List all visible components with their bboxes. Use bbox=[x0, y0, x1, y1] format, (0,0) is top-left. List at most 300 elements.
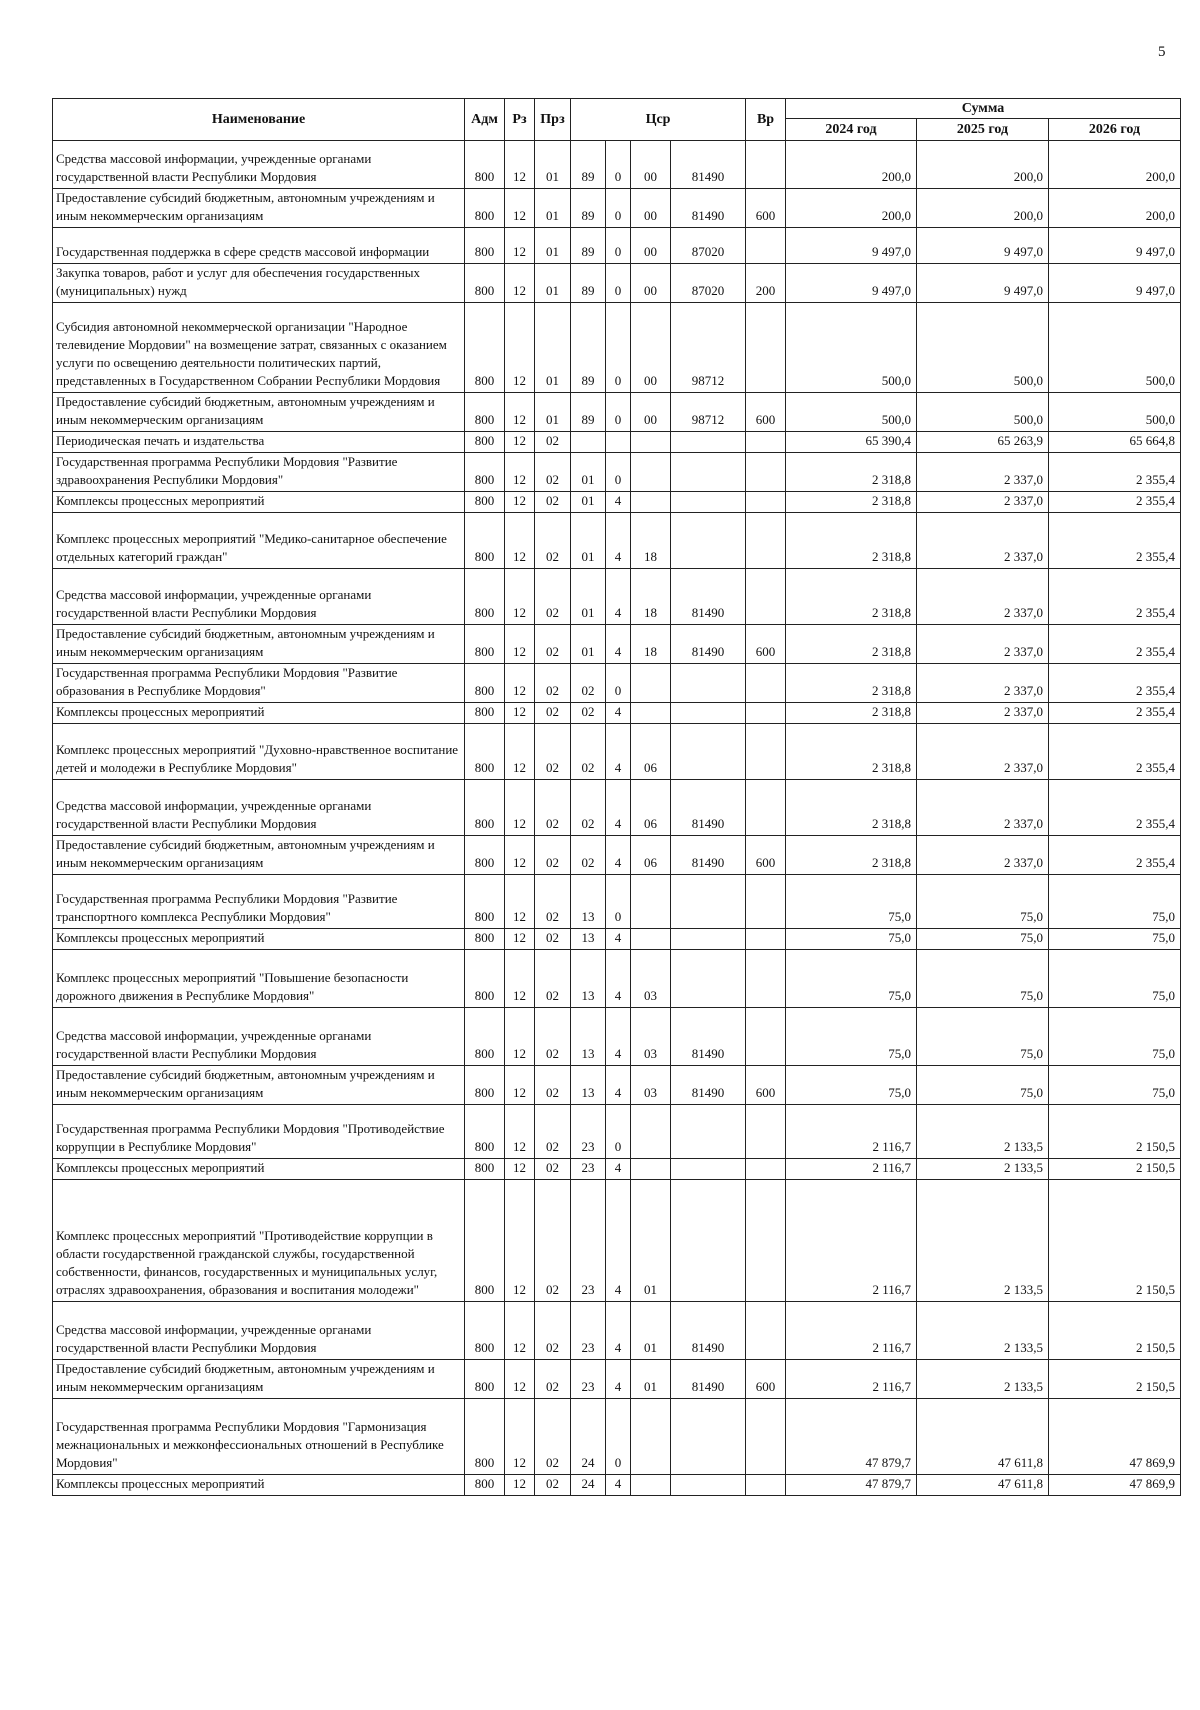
row-csr-4: 98712 bbox=[671, 393, 746, 432]
row-csr-3 bbox=[631, 1105, 671, 1159]
row-rz: 12 bbox=[505, 432, 535, 453]
table-row bbox=[53, 141, 1181, 189]
row-sum-2026: 200,0 bbox=[1049, 141, 1181, 189]
row-csr-2: 0 bbox=[606, 875, 631, 929]
row-prz: 02 bbox=[535, 569, 571, 625]
row-sum-2026: 2 355,4 bbox=[1049, 780, 1181, 836]
row-rz: 12 bbox=[505, 780, 535, 836]
row-sum-2026: 65 664,8 bbox=[1049, 432, 1181, 453]
row-sum-2026: 75,0 bbox=[1049, 950, 1181, 1008]
row-csr-1: 24 bbox=[571, 1475, 606, 1496]
row-vr bbox=[746, 1008, 786, 1066]
row-rz: 12 bbox=[505, 664, 535, 703]
row-csr-2: 4 bbox=[606, 1475, 631, 1496]
row-csr-3: 03 bbox=[631, 950, 671, 1008]
table-row bbox=[53, 1302, 1181, 1360]
row-sum-2026: 2 150,5 bbox=[1049, 1105, 1181, 1159]
row-name: Государственная программа Республики Мордовия "Развитие образования в Республике Мордовия" bbox=[53, 664, 465, 703]
row-adm: 800 bbox=[465, 1159, 505, 1180]
row-prz: 02 bbox=[535, 664, 571, 703]
row-sum-2026: 2 355,4 bbox=[1049, 513, 1181, 569]
row-sum-2025: 65 263,9 bbox=[917, 432, 1049, 453]
row-sum-2026: 75,0 bbox=[1049, 1066, 1181, 1105]
row-csr-3: 00 bbox=[631, 264, 671, 303]
row-sum-2025: 2 337,0 bbox=[917, 780, 1049, 836]
row-csr-1: 02 bbox=[571, 780, 606, 836]
row-vr bbox=[746, 303, 786, 393]
row-sum-2026: 2 150,5 bbox=[1049, 1360, 1181, 1399]
row-name: Государственная программа Республики Мордовия "Развитие транспортного комплекса Республики Мордовия" bbox=[53, 875, 465, 929]
table-row bbox=[53, 432, 1181, 453]
row-rz: 12 bbox=[505, 569, 535, 625]
header-prz: Прз bbox=[535, 99, 571, 141]
header-csr: Цср bbox=[571, 99, 746, 141]
row-sum-2024: 47 879,7 bbox=[786, 1399, 917, 1475]
row-csr-3: 18 bbox=[631, 569, 671, 625]
row-sum-2025: 2 337,0 bbox=[917, 569, 1049, 625]
row-prz: 01 bbox=[535, 303, 571, 393]
row-vr bbox=[746, 780, 786, 836]
row-name: Комплексы процессных мероприятий bbox=[53, 1159, 465, 1180]
row-csr-4: 81490 bbox=[671, 1302, 746, 1360]
row-prz: 02 bbox=[535, 513, 571, 569]
row-adm: 800 bbox=[465, 1008, 505, 1066]
row-prz: 02 bbox=[535, 703, 571, 724]
row-adm: 800 bbox=[465, 780, 505, 836]
row-vr bbox=[746, 875, 786, 929]
row-prz: 02 bbox=[535, 1066, 571, 1105]
row-sum-2025: 47 611,8 bbox=[917, 1399, 1049, 1475]
row-csr-4 bbox=[671, 929, 746, 950]
row-prz: 02 bbox=[535, 1105, 571, 1159]
row-sum-2026: 2 355,4 bbox=[1049, 836, 1181, 875]
row-csr-2: 0 bbox=[606, 453, 631, 492]
row-prz: 01 bbox=[535, 264, 571, 303]
row-vr bbox=[746, 141, 786, 189]
row-csr-2: 0 bbox=[606, 393, 631, 432]
row-csr-3: 00 bbox=[631, 141, 671, 189]
row-sum-2024: 2 116,7 bbox=[786, 1159, 917, 1180]
row-sum-2026: 2 150,5 bbox=[1049, 1159, 1181, 1180]
row-vr bbox=[746, 1105, 786, 1159]
row-csr-2: 4 bbox=[606, 1360, 631, 1399]
row-csr-2: 4 bbox=[606, 625, 631, 664]
row-prz: 02 bbox=[535, 432, 571, 453]
row-csr-4 bbox=[671, 432, 746, 453]
table-row bbox=[53, 1180, 1181, 1302]
row-sum-2026: 2 355,4 bbox=[1049, 703, 1181, 724]
row-adm: 800 bbox=[465, 664, 505, 703]
row-adm: 800 bbox=[465, 492, 505, 513]
row-sum-2025: 2 337,0 bbox=[917, 513, 1049, 569]
row-csr-1: 89 bbox=[571, 264, 606, 303]
row-vr bbox=[746, 1399, 786, 1475]
row-sum-2024: 75,0 bbox=[786, 950, 917, 1008]
row-name: Комплексы процессных мероприятий bbox=[53, 929, 465, 950]
row-sum-2025: 500,0 bbox=[917, 303, 1049, 393]
header-rz: Рз bbox=[505, 99, 535, 141]
row-rz: 12 bbox=[505, 264, 535, 303]
row-vr: 600 bbox=[746, 393, 786, 432]
row-csr-3 bbox=[631, 453, 671, 492]
row-name: Средства массовой информации, учрежденные органами государственной власти Республики Мордовия bbox=[53, 569, 465, 625]
row-adm: 800 bbox=[465, 1180, 505, 1302]
row-csr-4: 81490 bbox=[671, 780, 746, 836]
row-sum-2024: 500,0 bbox=[786, 393, 917, 432]
row-adm: 800 bbox=[465, 625, 505, 664]
row-csr-2: 0 bbox=[606, 264, 631, 303]
row-csr-2 bbox=[606, 432, 631, 453]
row-csr-4 bbox=[671, 950, 746, 1008]
row-sum-2024: 75,0 bbox=[786, 1066, 917, 1105]
header-year-2025: 2025 год bbox=[917, 119, 1049, 141]
row-vr bbox=[746, 724, 786, 780]
row-csr-3 bbox=[631, 1475, 671, 1496]
row-sum-2024: 2 318,8 bbox=[786, 664, 917, 703]
row-csr-3: 01 bbox=[631, 1360, 671, 1399]
row-vr bbox=[746, 228, 786, 264]
row-csr-4: 81490 bbox=[671, 836, 746, 875]
row-sum-2026: 2 150,5 bbox=[1049, 1302, 1181, 1360]
row-adm: 800 bbox=[465, 703, 505, 724]
table-row bbox=[53, 929, 1181, 950]
row-rz: 12 bbox=[505, 303, 535, 393]
row-sum-2024: 2 318,8 bbox=[786, 724, 917, 780]
row-csr-4 bbox=[671, 492, 746, 513]
row-name: Государственная программа Республики Мордовия "Развитие здравоохранения Республики Мордовия" bbox=[53, 453, 465, 492]
table-row bbox=[53, 950, 1181, 1008]
row-rz: 12 bbox=[505, 1180, 535, 1302]
row-csr-2: 0 bbox=[606, 228, 631, 264]
row-vr bbox=[746, 432, 786, 453]
table-row bbox=[53, 703, 1181, 724]
row-csr-3 bbox=[631, 1159, 671, 1180]
row-vr: 200 bbox=[746, 264, 786, 303]
row-prz: 02 bbox=[535, 625, 571, 664]
header-name: Наименование bbox=[53, 99, 465, 141]
row-name: Комплексы процессных мероприятий bbox=[53, 703, 465, 724]
row-sum-2024: 500,0 bbox=[786, 303, 917, 393]
row-rz: 12 bbox=[505, 1399, 535, 1475]
row-adm: 800 bbox=[465, 264, 505, 303]
row-name: Государственная поддержка в сфере средств массовой информации bbox=[53, 228, 465, 264]
row-name: Субсидия автономной некоммерческой организации "Народное телевидение Мордовии" на возмещение затрат, связанных с оказанием услуги по освещению деятельности политических партий, представленных в Государственном Собрании Республики Мордовия bbox=[53, 303, 465, 393]
row-csr-2: 4 bbox=[606, 492, 631, 513]
row-prz: 01 bbox=[535, 393, 571, 432]
row-sum-2026: 9 497,0 bbox=[1049, 228, 1181, 264]
row-csr-1: 01 bbox=[571, 453, 606, 492]
row-adm: 800 bbox=[465, 228, 505, 264]
row-name: Предоставление субсидий бюджетным, автономным учреждениям и иным некоммерческим организациям bbox=[53, 189, 465, 228]
row-csr-4: 81490 bbox=[671, 1066, 746, 1105]
row-sum-2026: 47 869,9 bbox=[1049, 1475, 1181, 1496]
row-vr: 600 bbox=[746, 836, 786, 875]
row-sum-2025: 75,0 bbox=[917, 950, 1049, 1008]
row-rz: 12 bbox=[505, 703, 535, 724]
row-csr-2: 4 bbox=[606, 513, 631, 569]
row-csr-3: 18 bbox=[631, 625, 671, 664]
row-prz: 02 bbox=[535, 1180, 571, 1302]
table-row bbox=[53, 780, 1181, 836]
table-row bbox=[53, 664, 1181, 703]
row-csr-3: 06 bbox=[631, 780, 671, 836]
table-row bbox=[53, 836, 1181, 875]
row-csr-4 bbox=[671, 1475, 746, 1496]
row-sum-2025: 75,0 bbox=[917, 1008, 1049, 1066]
row-name: Комплекс процессных мероприятий "Духовно-нравственное воспитание детей и молодежи в Республике Мордовия" bbox=[53, 724, 465, 780]
row-sum-2025: 2 337,0 bbox=[917, 836, 1049, 875]
row-prz: 02 bbox=[535, 950, 571, 1008]
row-adm: 800 bbox=[465, 393, 505, 432]
row-name: Комплексы процессных мероприятий bbox=[53, 492, 465, 513]
row-csr-1: 89 bbox=[571, 393, 606, 432]
table-row bbox=[53, 228, 1181, 264]
row-csr-1 bbox=[571, 432, 606, 453]
row-csr-2: 0 bbox=[606, 1105, 631, 1159]
row-prz: 01 bbox=[535, 189, 571, 228]
row-csr-4 bbox=[671, 513, 746, 569]
row-csr-4 bbox=[671, 453, 746, 492]
row-csr-4 bbox=[671, 1180, 746, 1302]
row-name: Комплекс процессных мероприятий "Медико-санитарное обеспечение отдельных категорий граждан" bbox=[53, 513, 465, 569]
row-csr-4: 87020 bbox=[671, 228, 746, 264]
row-csr-1: 02 bbox=[571, 836, 606, 875]
row-rz: 12 bbox=[505, 836, 535, 875]
row-adm: 800 bbox=[465, 1105, 505, 1159]
row-adm: 800 bbox=[465, 724, 505, 780]
row-sum-2025: 9 497,0 bbox=[917, 264, 1049, 303]
row-rz: 12 bbox=[505, 141, 535, 189]
row-adm: 800 bbox=[465, 1399, 505, 1475]
row-name: Закупка товаров, работ и услуг для обеспечения государственных (муниципальных) нужд bbox=[53, 264, 465, 303]
row-sum-2024: 2 116,7 bbox=[786, 1302, 917, 1360]
row-csr-4 bbox=[671, 1159, 746, 1180]
header-sum: Сумма bbox=[786, 99, 1181, 119]
table-row bbox=[53, 1066, 1181, 1105]
row-prz: 02 bbox=[535, 1159, 571, 1180]
table-row bbox=[53, 1399, 1181, 1475]
row-sum-2026: 2 355,4 bbox=[1049, 664, 1181, 703]
row-adm: 800 bbox=[465, 1475, 505, 1496]
row-csr-2: 4 bbox=[606, 1302, 631, 1360]
row-sum-2026: 2 150,5 bbox=[1049, 1180, 1181, 1302]
row-sum-2025: 2 337,0 bbox=[917, 703, 1049, 724]
row-vr bbox=[746, 1180, 786, 1302]
row-sum-2024: 9 497,0 bbox=[786, 264, 917, 303]
table-row bbox=[53, 189, 1181, 228]
row-csr-2: 4 bbox=[606, 1066, 631, 1105]
row-csr-2: 4 bbox=[606, 1008, 631, 1066]
row-prz: 02 bbox=[535, 492, 571, 513]
row-csr-2: 4 bbox=[606, 950, 631, 1008]
row-sum-2025: 75,0 bbox=[917, 875, 1049, 929]
row-adm: 800 bbox=[465, 303, 505, 393]
row-sum-2025: 2 337,0 bbox=[917, 625, 1049, 664]
row-sum-2026: 2 355,4 bbox=[1049, 724, 1181, 780]
row-csr-1: 13 bbox=[571, 1066, 606, 1105]
row-sum-2025: 75,0 bbox=[917, 929, 1049, 950]
row-csr-1: 23 bbox=[571, 1180, 606, 1302]
row-csr-3: 06 bbox=[631, 724, 671, 780]
table-row bbox=[53, 303, 1181, 393]
row-prz: 01 bbox=[535, 141, 571, 189]
row-adm: 800 bbox=[465, 1066, 505, 1105]
row-prz: 02 bbox=[535, 453, 571, 492]
row-prz: 02 bbox=[535, 780, 571, 836]
row-vr bbox=[746, 492, 786, 513]
row-vr bbox=[746, 513, 786, 569]
row-csr-1: 01 bbox=[571, 569, 606, 625]
row-csr-1: 01 bbox=[571, 492, 606, 513]
row-csr-2: 4 bbox=[606, 929, 631, 950]
row-csr-1: 89 bbox=[571, 141, 606, 189]
page-number: 5 bbox=[1158, 44, 1166, 60]
row-sum-2025: 47 611,8 bbox=[917, 1475, 1049, 1496]
row-vr: 600 bbox=[746, 1066, 786, 1105]
row-csr-1: 23 bbox=[571, 1360, 606, 1399]
row-name: Государственная программа Республики Мордовия "Гармонизация межнациональных и межконфессиональных отношений в Республике Мордовия" bbox=[53, 1399, 465, 1475]
row-csr-4: 81490 bbox=[671, 569, 746, 625]
row-name: Предоставление субсидий бюджетным, автономным учреждениям и иным некоммерческим организациям bbox=[53, 625, 465, 664]
row-sum-2024: 2 116,7 bbox=[786, 1180, 917, 1302]
row-csr-3: 01 bbox=[631, 1302, 671, 1360]
row-csr-3: 00 bbox=[631, 303, 671, 393]
row-adm: 800 bbox=[465, 1302, 505, 1360]
row-rz: 12 bbox=[505, 1475, 535, 1496]
row-sum-2025: 2 133,5 bbox=[917, 1105, 1049, 1159]
row-sum-2025: 200,0 bbox=[917, 141, 1049, 189]
row-prz: 02 bbox=[535, 724, 571, 780]
header-vr: Вр bbox=[746, 99, 786, 141]
row-sum-2024: 2 318,8 bbox=[786, 703, 917, 724]
row-csr-2: 0 bbox=[606, 303, 631, 393]
row-sum-2024: 2 318,8 bbox=[786, 780, 917, 836]
row-rz: 12 bbox=[505, 393, 535, 432]
row-vr bbox=[746, 453, 786, 492]
row-name: Периодическая печать и издательства bbox=[53, 432, 465, 453]
row-sum-2025: 2 337,0 bbox=[917, 492, 1049, 513]
row-sum-2024: 75,0 bbox=[786, 929, 917, 950]
row-csr-1: 23 bbox=[571, 1105, 606, 1159]
row-csr-1: 89 bbox=[571, 228, 606, 264]
table-row bbox=[53, 264, 1181, 303]
row-csr-3: 00 bbox=[631, 189, 671, 228]
row-sum-2026: 2 355,4 bbox=[1049, 453, 1181, 492]
row-sum-2026: 75,0 bbox=[1049, 875, 1181, 929]
row-name: Предоставление субсидий бюджетным, автономным учреждениям и иным некоммерческим организациям bbox=[53, 1360, 465, 1399]
row-name: Комплекс процессных мероприятий "Повышение безопасности дорожного движения в Республике Мордовия" bbox=[53, 950, 465, 1008]
table-body bbox=[53, 141, 1181, 1496]
row-rz: 12 bbox=[505, 625, 535, 664]
row-csr-3 bbox=[631, 929, 671, 950]
table-row bbox=[53, 513, 1181, 569]
row-sum-2026: 75,0 bbox=[1049, 929, 1181, 950]
row-csr-1: 02 bbox=[571, 703, 606, 724]
row-csr-1: 01 bbox=[571, 513, 606, 569]
row-csr-3: 00 bbox=[631, 393, 671, 432]
row-sum-2024: 75,0 bbox=[786, 875, 917, 929]
row-csr-1: 13 bbox=[571, 875, 606, 929]
row-csr-4: 81490 bbox=[671, 189, 746, 228]
row-csr-2: 0 bbox=[606, 1399, 631, 1475]
row-sum-2026: 500,0 bbox=[1049, 303, 1181, 393]
row-name: Комплексы процессных мероприятий bbox=[53, 1475, 465, 1496]
row-csr-2: 4 bbox=[606, 1180, 631, 1302]
table-row bbox=[53, 1475, 1181, 1496]
row-csr-4 bbox=[671, 1399, 746, 1475]
row-name: Комплекс процессных мероприятий "Противодействие коррупции в области государственной гражданской службы, государственной собственности, финансов, государственных и муниципальных услуг, отраслях здравоохранения, образования и воспитания молодежи" bbox=[53, 1180, 465, 1302]
row-csr-3: 06 bbox=[631, 836, 671, 875]
row-rz: 12 bbox=[505, 189, 535, 228]
row-csr-1: 02 bbox=[571, 724, 606, 780]
row-sum-2025: 2 133,5 bbox=[917, 1360, 1049, 1399]
row-csr-2: 0 bbox=[606, 141, 631, 189]
row-sum-2024: 2 318,8 bbox=[786, 625, 917, 664]
row-adm: 800 bbox=[465, 950, 505, 1008]
row-csr-1: 89 bbox=[571, 303, 606, 393]
row-sum-2024: 2 318,8 bbox=[786, 836, 917, 875]
row-adm: 800 bbox=[465, 836, 505, 875]
row-csr-4 bbox=[671, 724, 746, 780]
row-vr: 600 bbox=[746, 189, 786, 228]
row-prz: 02 bbox=[535, 1399, 571, 1475]
row-sum-2024: 2 116,7 bbox=[786, 1105, 917, 1159]
row-vr bbox=[746, 1475, 786, 1496]
row-rz: 12 bbox=[505, 875, 535, 929]
table-row bbox=[53, 1105, 1181, 1159]
row-name: Государственная программа Республики Мордовия "Противодействие коррупции в Республике Мордовия" bbox=[53, 1105, 465, 1159]
row-csr-2: 4 bbox=[606, 724, 631, 780]
row-sum-2026: 500,0 bbox=[1049, 393, 1181, 432]
row-csr-1: 02 bbox=[571, 664, 606, 703]
row-sum-2024: 200,0 bbox=[786, 189, 917, 228]
row-prz: 02 bbox=[535, 1360, 571, 1399]
row-prz: 02 bbox=[535, 875, 571, 929]
row-vr: 600 bbox=[746, 1360, 786, 1399]
row-rz: 12 bbox=[505, 1066, 535, 1105]
header-year-2024: 2024 год bbox=[786, 119, 917, 141]
row-csr-3 bbox=[631, 703, 671, 724]
row-prz: 02 bbox=[535, 1008, 571, 1066]
row-csr-3 bbox=[631, 432, 671, 453]
row-vr bbox=[746, 664, 786, 703]
row-csr-1: 23 bbox=[571, 1302, 606, 1360]
row-csr-2: 4 bbox=[606, 1159, 631, 1180]
row-sum-2026: 9 497,0 bbox=[1049, 264, 1181, 303]
table-row bbox=[53, 393, 1181, 432]
row-rz: 12 bbox=[505, 1105, 535, 1159]
row-name: Предоставление субсидий бюджетным, автономным учреждениям и иным некоммерческим организациям bbox=[53, 1066, 465, 1105]
row-csr-1: 24 bbox=[571, 1399, 606, 1475]
row-vr bbox=[746, 929, 786, 950]
row-sum-2025: 200,0 bbox=[917, 189, 1049, 228]
header-adm: Адм bbox=[465, 99, 505, 141]
row-csr-4 bbox=[671, 703, 746, 724]
row-sum-2024: 2 318,8 bbox=[786, 492, 917, 513]
row-csr-1: 13 bbox=[571, 1008, 606, 1066]
row-vr bbox=[746, 950, 786, 1008]
row-sum-2026: 2 355,4 bbox=[1049, 492, 1181, 513]
row-adm: 800 bbox=[465, 432, 505, 453]
row-csr-1: 01 bbox=[571, 625, 606, 664]
row-sum-2025: 9 497,0 bbox=[917, 228, 1049, 264]
row-sum-2024: 65 390,4 bbox=[786, 432, 917, 453]
table-row bbox=[53, 1159, 1181, 1180]
row-vr bbox=[746, 1302, 786, 1360]
row-rz: 12 bbox=[505, 453, 535, 492]
row-prz: 02 bbox=[535, 836, 571, 875]
row-sum-2025: 500,0 bbox=[917, 393, 1049, 432]
